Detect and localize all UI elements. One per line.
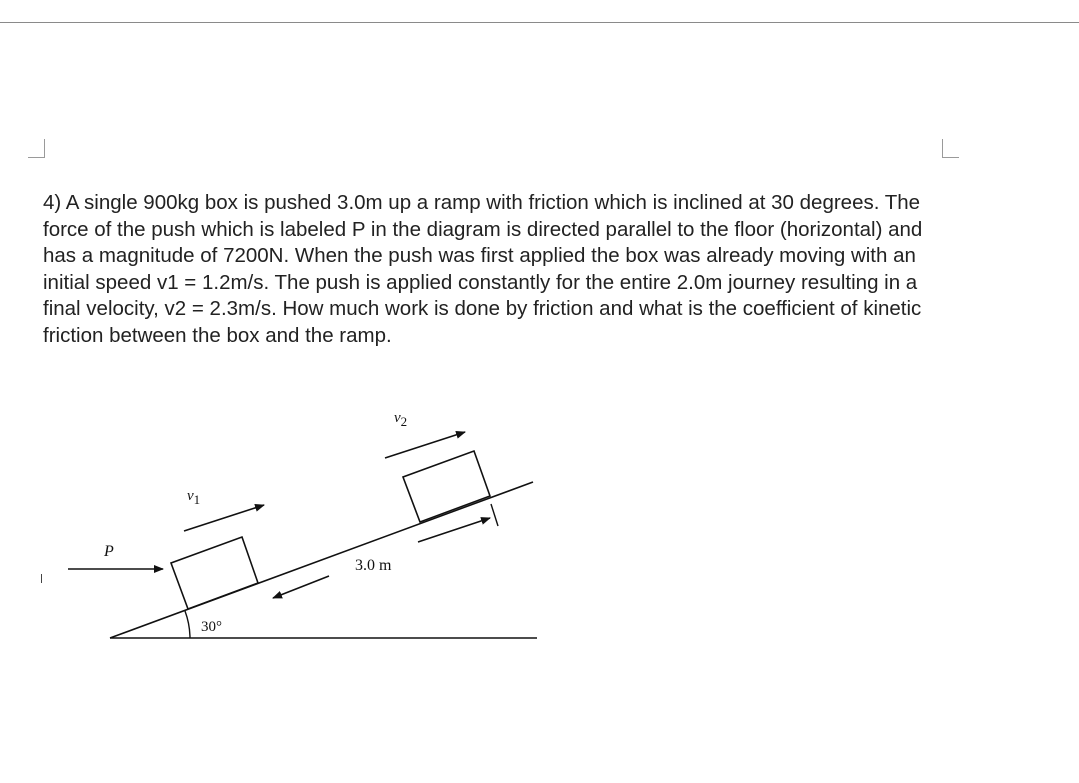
box-final [403,451,490,522]
distance-arrow-down [273,576,329,598]
v1-label [187,488,200,507]
ramp-line [110,482,533,638]
v2-label [394,410,407,429]
angle-arc [185,611,190,638]
distance-label: 3.0 m [355,557,392,574]
push-label: P [104,543,114,560]
v1-label-sub: 1 [193,492,201,507]
angle-label: 30° [201,619,222,635]
v1-arrow [184,505,264,531]
question-text: 4) A single 900kg box is pushed 3.0m up a ramp with friction which is inclined at 30 degrees. The force of the push which is labeled P in the diagram is directed parallel to the floor (horizontal) and has a magnitude of 7200N. When the push was first applied the box was already moving with an initial speed v1 = 1.2m/s. The push is applied constantly for the entire 2.0m journey resulting in a final velocity, v2 = 2.3m/s. How much work is done by friction and what is the coefficient of kinetic friction between the box and the ramp. [43,191,923,347]
distance-end-tick [491,504,498,526]
box-initial [171,537,258,609]
distance-arrow-up [418,518,490,542]
v2-arrow [385,432,465,458]
v1-label-letter: v [187,488,194,504]
v2-label-letter: v [394,410,401,426]
v2-label-sub: 2 [400,414,408,429]
